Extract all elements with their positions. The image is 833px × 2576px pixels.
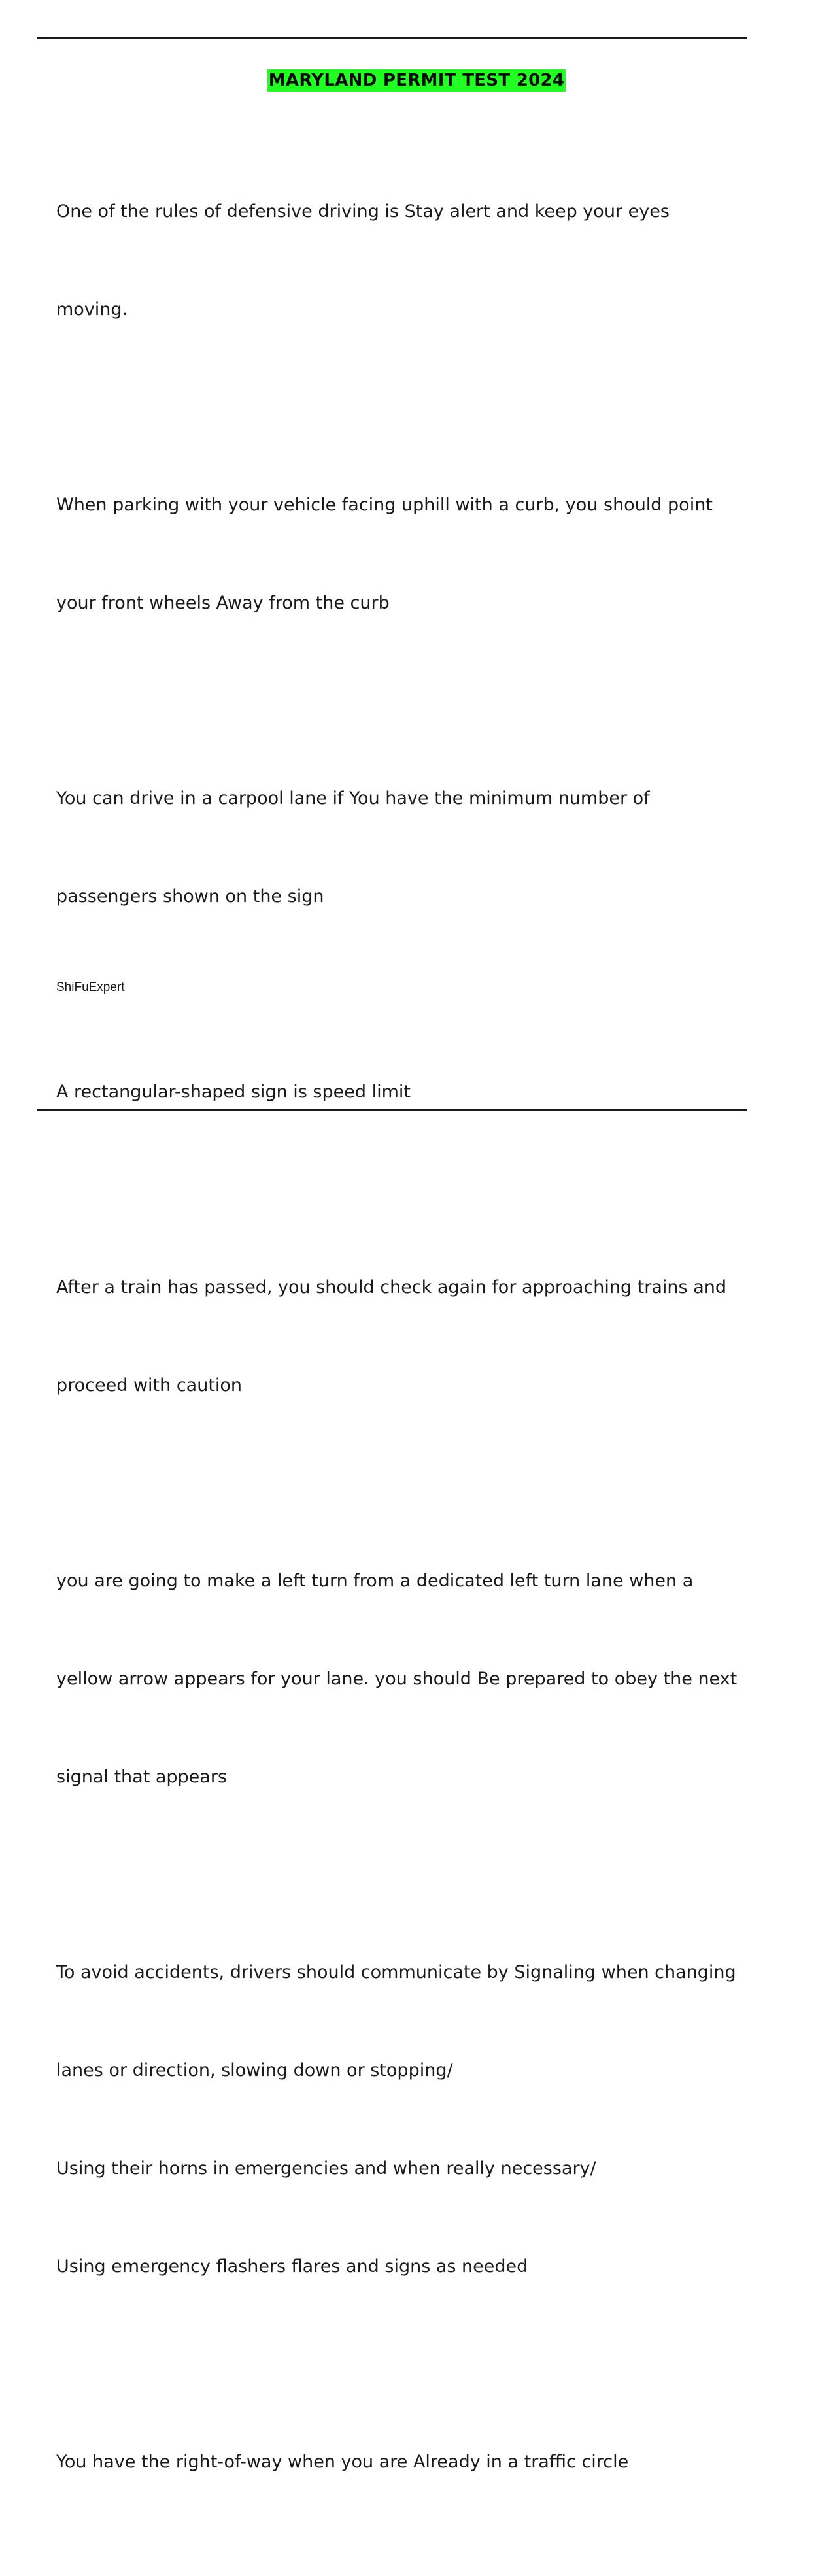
paragraph-line: When parking with your vehicle facing uphill with a curb, you should point xyxy=(56,495,713,515)
top-rule xyxy=(37,37,747,39)
paragraph-line: Using their horns in emergencies and when really necessary/ xyxy=(56,2158,596,2179)
paragraph-line: After a train has passed, you should check again for approaching trains and xyxy=(56,1277,726,1297)
page-title: MARYLAND PERMIT TEST 2024 xyxy=(268,71,565,90)
paragraph-line: passengers shown on the sign xyxy=(56,886,324,907)
paragraph-line: One of the rules of defensive driving is Stay alert and keep your eyes xyxy=(56,201,670,222)
paragraph-line: A rectangular-shaped sign is speed limit xyxy=(56,1082,411,1102)
paragraph xyxy=(56,424,775,685)
paragraph-line: To avoid accidents, drivers should communicate by Signaling when changing xyxy=(56,1962,736,1982)
bottom-rule xyxy=(37,1109,747,1111)
paragraph-line: you are going to make a left turn from a dedicated left turn lane when a xyxy=(56,1571,694,1591)
paragraph xyxy=(56,1206,775,1467)
paragraph-line: You can drive in a carpool lane if You have the minimum number of xyxy=(56,788,650,809)
paragraph xyxy=(56,1891,775,2349)
paragraph-line: yellow arrow appears for your lane. you should Be prepared to obey the next xyxy=(56,1669,738,1689)
title-container xyxy=(0,69,833,92)
paragraph-line: lanes or direction, slowing down or stopping/ xyxy=(56,2060,453,2081)
paragraph xyxy=(56,717,775,979)
paragraph xyxy=(56,130,775,392)
paragraph-line: moving. xyxy=(56,299,128,320)
footer-author: ShiFuExpert xyxy=(56,980,125,994)
paragraph-line: signal that appears xyxy=(56,1767,228,1787)
paragraph-line: your front wheels Away from the curb xyxy=(56,593,390,613)
paragraph xyxy=(56,1499,775,1859)
paragraph xyxy=(56,1011,775,1174)
document-body xyxy=(56,130,775,2576)
paragraph xyxy=(56,2381,775,2544)
paragraph-line: You have the right-of-way when you are Already in a traffic circle xyxy=(56,2452,629,2472)
paragraph-line: Using emergency flashers flares and signs as needed xyxy=(56,2256,528,2277)
paragraph-line: proceed with caution xyxy=(56,1375,243,1396)
